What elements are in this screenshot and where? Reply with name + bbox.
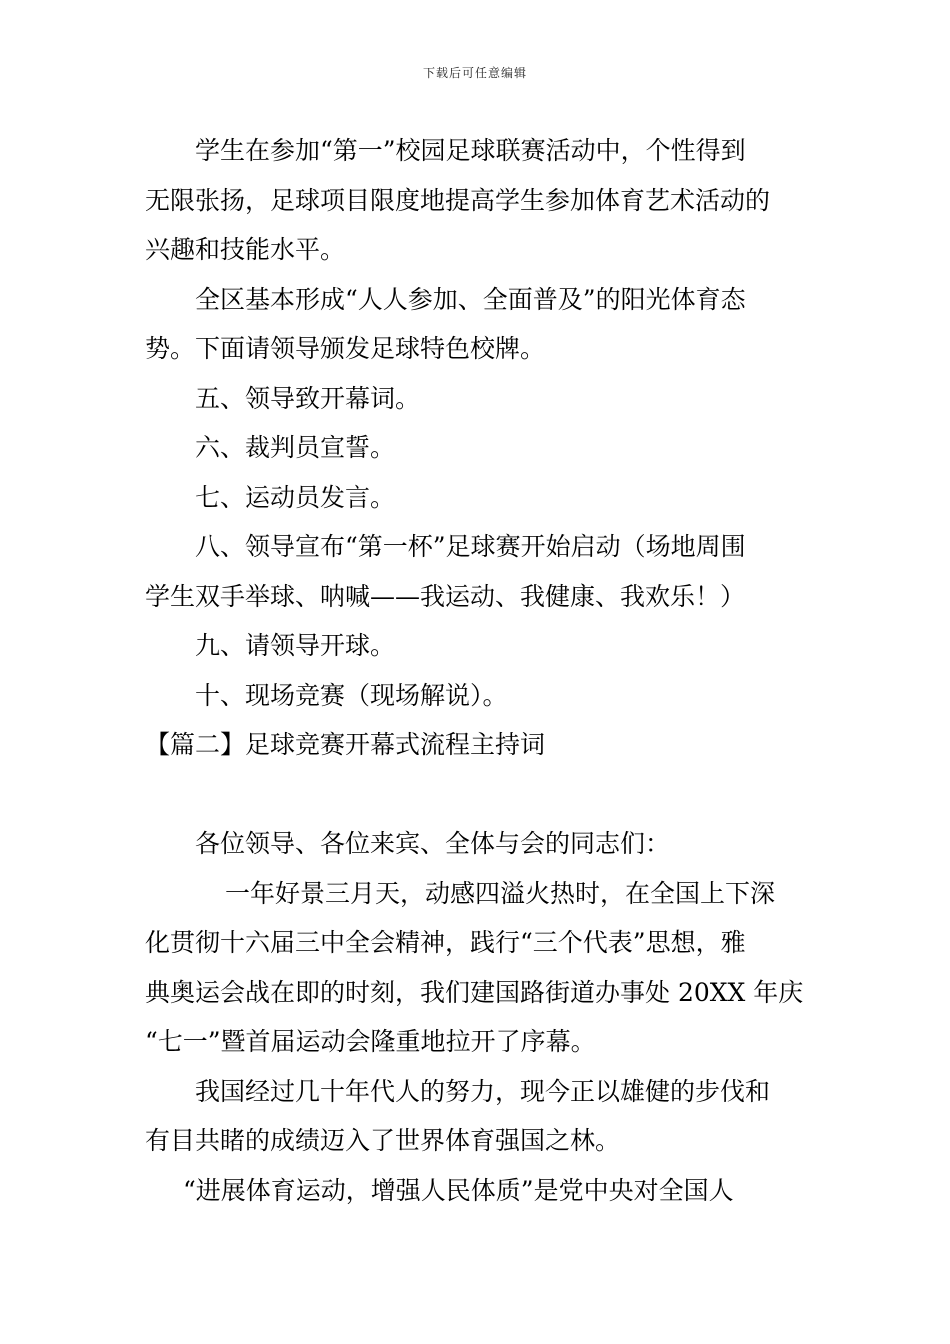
paragraph-line: 典奥运会战在即的时刻，我们建国路街道办事处 20XX 年庆 (145, 977, 804, 1007)
paragraph-line: 有目共睹的成绩迈入了世界体育强国之林。 (145, 1126, 621, 1155)
paragraph-line: 学生双手举球、呐喊——我运动、我健康、我欢乐！） (145, 581, 746, 611)
list-item-ten: 十、现场竞赛（现场解说）。 (195, 680, 508, 710)
paragraph-line: 我国经过几十年代人的努力，现今正以雄健的步伐和 (195, 1076, 771, 1106)
document-body (145, 126, 807, 1215)
list-item-six: 六、裁判员宣誓。 (195, 433, 396, 462)
paragraph-line: “七一”暨首届运动会隆重地拉开了序幕。 (145, 1027, 596, 1056)
list-item-eight: 八、领导宣布“第一杯”足球赛开始启动（场地周围 (195, 532, 746, 561)
greeting-line: 各位领导、各位来宾、全体与会的同志们： (195, 829, 671, 858)
blank-line (145, 770, 807, 820)
paragraph-line: 兴趣和技能水平。 (145, 235, 346, 264)
list-item-seven: 七、运动员发言。 (195, 482, 396, 512)
paragraph-line: 学生在参加“第一”校园足球联赛活动中，个性得到 (195, 136, 746, 165)
paragraph-line: 无限张扬，足球项目限度地提高学生参加体育艺术活动的 (145, 185, 771, 215)
paragraph-line: 全区基本形成“人人参加、全面普及”的阳光体育态 (195, 284, 746, 314)
list-item-nine: 九、请领导开球。 (195, 631, 396, 660)
paragraph-line: 一年好景三月天，动感四溢火热时，在全国上下深 (225, 878, 776, 908)
header-note: 下载后可任意编辑 (422, 66, 527, 80)
list-item-five: 五、领导致开幕词。 (195, 383, 421, 413)
section-heading: 【篇二】足球竞赛开幕式流程主持词 (145, 730, 546, 759)
paragraph-line: “进展体育运动，增强人民体质”是党中央对全国人 (183, 1175, 734, 1205)
paragraph-line: 化贯彻十六届三中全会精神，践行“三个代表”思想，雅 (145, 928, 746, 957)
paragraph-line: 势。下面请领导颁发足球特色校牌。 (145, 334, 546, 363)
